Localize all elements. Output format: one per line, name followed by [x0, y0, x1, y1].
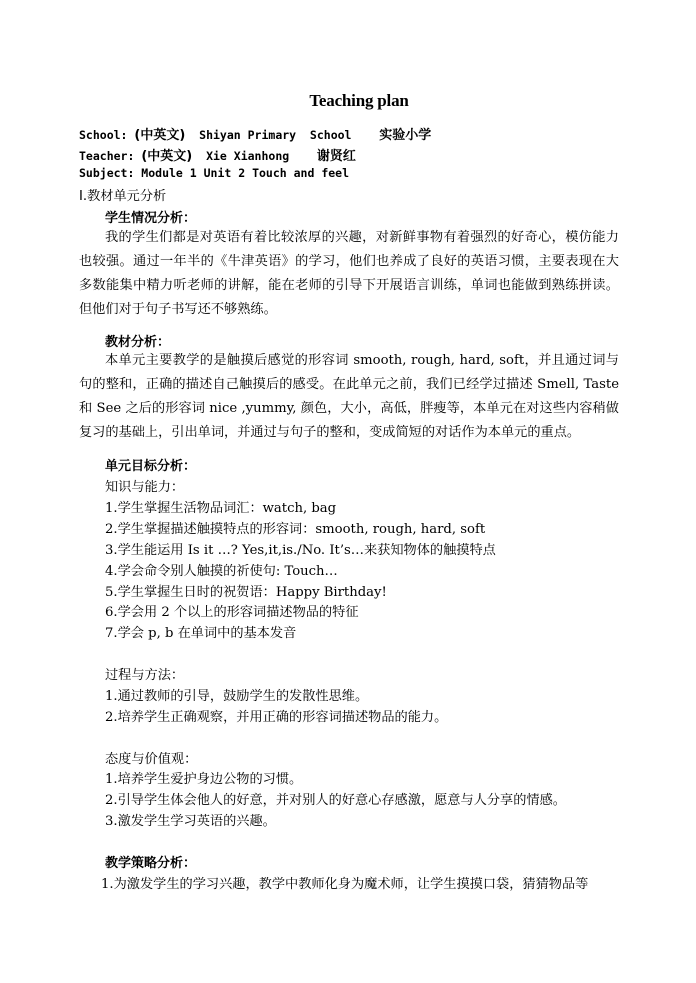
school-value: Shiyan Primary School: [199, 128, 352, 142]
knowledge-item: 6.学会用 2 个以上的形容词描述物品的特征: [105, 605, 359, 620]
school-line: [79, 124, 431, 143]
knowledge-label: 知识与能力：: [105, 480, 185, 495]
strategy-heading: 教学策略分析：: [105, 856, 197, 871]
teacher-cn-tag: (中英文): [141, 149, 193, 164]
subject-line: Subject: Module 1 Unit 2 Touch and feel: [79, 166, 350, 180]
student-analysis-heading: 学生情况分析：: [105, 211, 197, 226]
school-name-cn: 实验小学: [379, 128, 432, 143]
process-item: 2.培养学生正确观察，并用正确的形容词描述物品的能力。: [105, 710, 448, 725]
teacher-value: Xie Xianhong: [206, 149, 290, 163]
unit-goals-heading: 单元目标分析：: [105, 459, 197, 474]
knowledge-item: 3.学生能运用 Is it …? Yes,it,is./No. It’s…来获知物体的触摸特点: [105, 543, 496, 558]
process-item: 1.通过教师的引导，鼓励学生的发散性思维。: [105, 689, 369, 704]
section-heading-one: Ⅰ.教材单元分析: [79, 189, 167, 204]
material-analysis-paragraph: 本单元主要教学的是触摸后感觉的形容词 smooth, rough, hard, soft，并且通过词与句的整和，正确的描述自己触摸后的感受。在此单元之前，我们已经学过描述 Smell, Taste 和 See 之后的形容词 nice ,yummy, 颜色，大小，高低，胖瘦等，本单元在对这些内容稍做复习的基础上，引出单词，并通过与句子的整和，变成简短的对话作为本单元的重点。: [79, 353, 619, 440]
strategy-first-line: 1.为激发学生的学习兴趣，教学中教师化身为魔术师，让学生摸摸口袋，猜猜物品等: [101, 877, 589, 892]
attitude-item: 3.激发学生学习英语的兴趣。: [105, 814, 276, 829]
knowledge-item: 4.学会命令别人触摸的祈使句: Touch…: [105, 564, 338, 579]
attitude-label: 态度与价值观：: [105, 752, 198, 767]
teacher-label: Teacher:: [79, 149, 135, 163]
school-cn-tag: (中英文): [134, 128, 186, 143]
knowledge-item: 2.学生掌握描述触摸特点的形容词：smooth, rough, hard, soft: [105, 522, 486, 537]
process-label: 过程与方法：: [105, 668, 185, 683]
teacher-name-cn: 谢贤红: [316, 149, 356, 164]
school-label: School:: [79, 128, 128, 142]
knowledge-item: 7.学会 p, b 在单词中的基本发音: [105, 626, 297, 641]
attitude-item: 2.引导学生体会他人的好意，并对别人的好意心存感激，愿意与人分享的情感。: [105, 793, 566, 808]
knowledge-item: 1.学生掌握生活物品词汇：watch, bag: [105, 501, 337, 516]
page-title: Teaching plan: [309, 91, 409, 110]
material-analysis-heading: 教材分析：: [105, 335, 171, 350]
attitude-item: 1.培养学生爱护身边公物的习惯。: [105, 772, 303, 787]
student-analysis-paragraph: 我的学生们都是对英语有着比较浓厚的兴趣，对新鲜事物有着强烈的好奇心，模仿能力也较强。通过一年半的《牛津英语》的学习，他们也养成了良好的英语习惯，主要表现在大多数能集中精力听老师的讲解，能在老师的引导下开展语言训练，单词也能做到熟练拼读。但他们对于句子书写还不够熟练。: [79, 230, 619, 317]
knowledge-item: 5.学生掌握生日时的祝贺语：Happy Birthday!: [105, 585, 387, 600]
teacher-line: [79, 145, 356, 164]
